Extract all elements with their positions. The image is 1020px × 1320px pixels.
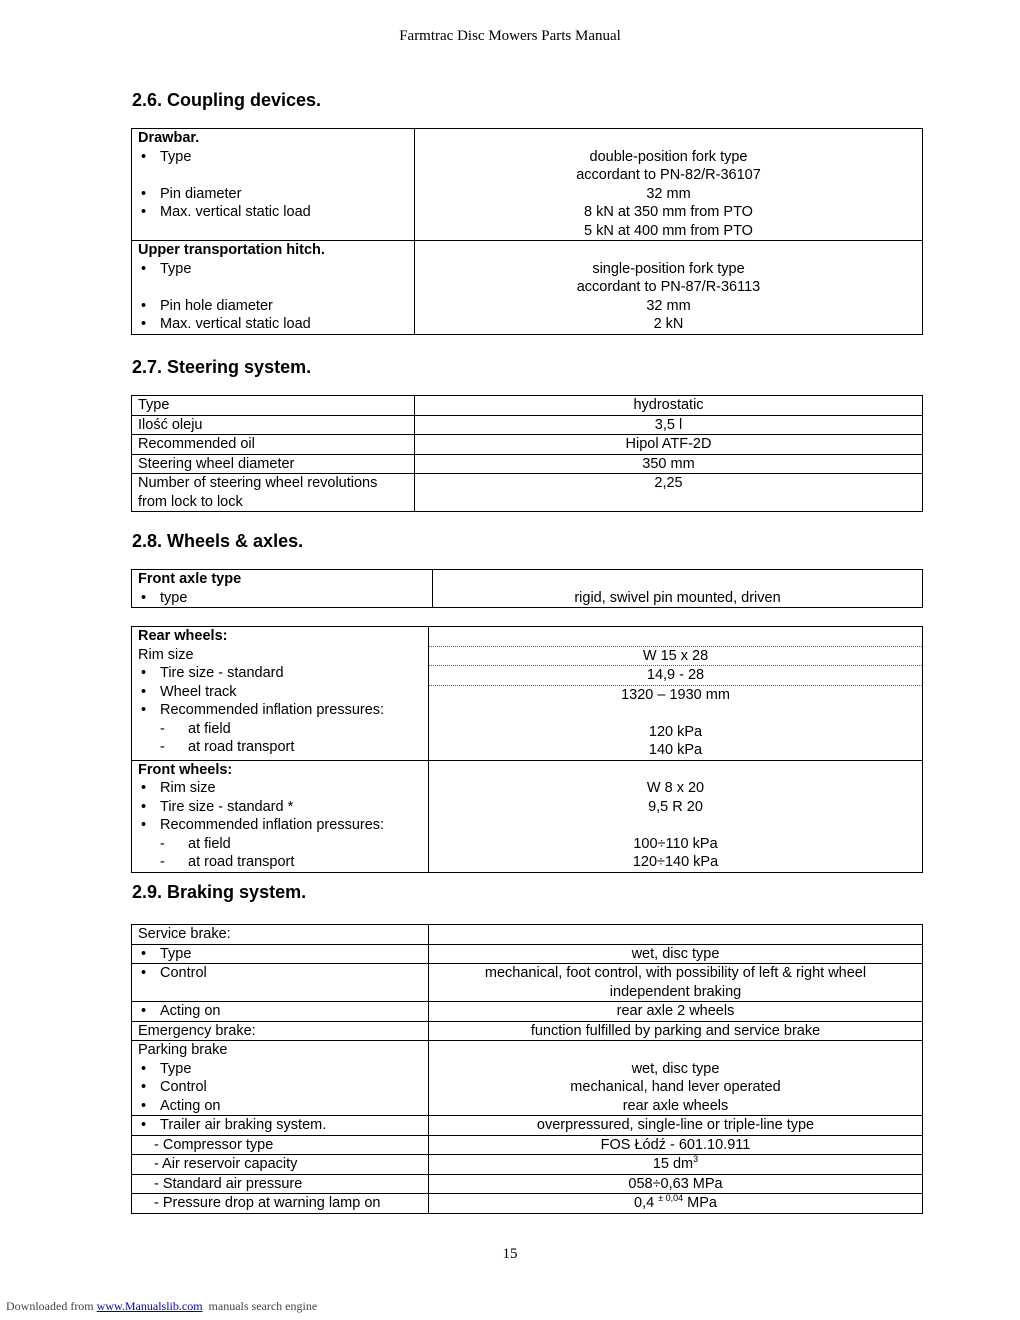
drawbar-load-label: • Max. vertical static load: [138, 203, 408, 222]
braking-table: [131, 924, 923, 1214]
drawbar-type-value: double-position fork type: [589, 148, 748, 165]
footer: [6, 1299, 317, 1314]
service-type-label: • Type: [138, 945, 422, 964]
service-type-value: wet, disc type: [429, 944, 923, 964]
front-field-label: - at field: [138, 835, 422, 854]
drawbar-load-value-2: 5 kN at 400 mm from PTO: [584, 222, 753, 239]
steering-label: Steering wheel diameter: [132, 454, 415, 474]
rear-track-value: 1320 – 1930 mm: [621, 686, 730, 703]
rear-pressure-label: • Recommended inflation pressures:: [138, 701, 422, 720]
front-wheels-row: [132, 760, 923, 872]
parking-type-value: wet, disc type: [631, 1060, 720, 1077]
front-rim-label: • Rim size: [138, 779, 422, 798]
reservoir-unit-exponent: 3: [693, 1154, 699, 1164]
rear-wheels-heading: Rear wheels:: [138, 628, 228, 644]
parking-brake-label: Parking brake: [138, 1042, 228, 1058]
drawbar-type-label: • Type: [138, 148, 408, 167]
brake-row: [132, 1021, 923, 1041]
front-road-value: 120÷140 kPa: [632, 854, 719, 870]
service-control-value-2: independent braking: [609, 983, 742, 1000]
wheels-table: [131, 626, 923, 873]
hitch-load-value: 2 kN: [653, 316, 684, 332]
hitch-heading: Upper transportation hitch.: [138, 242, 325, 258]
steering-value: Hipol ATF-2D: [415, 435, 923, 455]
front-tire-label: • Tire size - standard *: [138, 798, 422, 817]
steering-label: Type: [132, 396, 415, 416]
emergency-brake-value: function fulfilled by parking and service brake: [429, 1021, 923, 1041]
steering-value: 3,5 l: [415, 415, 923, 435]
section-title-2-8: 2.8. Wheels & axles.: [132, 531, 304, 551]
brake-row: [132, 964, 923, 1002]
drawbar-pin-value: 32 mm: [646, 185, 691, 202]
steering-value: hydrostatic: [415, 396, 923, 416]
drawbar-row: [132, 129, 923, 241]
parking-type-label: • Type: [138, 1060, 422, 1079]
brake-row: [132, 944, 923, 964]
rear-rim-label: Rim size: [138, 646, 194, 663]
service-control-label: • Control: [138, 964, 422, 983]
reservoir-label: - Air reservoir capacity: [154, 1156, 298, 1172]
steering-row: [132, 435, 923, 455]
rear-field-label: - at field: [138, 720, 422, 739]
standard-pressure-value: 058÷0,63 MPa: [429, 1174, 923, 1194]
parking-control-label: • Control: [138, 1078, 422, 1097]
hitch-row: [132, 241, 923, 335]
hitch-type-label: • Type: [138, 260, 408, 279]
rear-track-label: • Wheel track: [138, 683, 422, 702]
page-number: 15: [502, 1246, 518, 1262]
compressor-label: - Compressor type: [154, 1136, 274, 1153]
front-axle-table: [131, 569, 923, 608]
emergency-brake-label: Emergency brake:: [132, 1021, 429, 1041]
drawbar-load-value-1: 8 kN at 350 mm from PTO: [584, 204, 753, 220]
parking-control-value: mechanical, hand lever operated: [570, 1079, 781, 1095]
service-acting-value: rear axle 2 wheels: [429, 1002, 923, 1022]
service-acting-label: • Acting on: [138, 1002, 422, 1021]
rear-tire-value: 14,9 - 28: [646, 667, 705, 683]
hitch-pin-label: • Pin hole diameter: [138, 297, 408, 316]
footer-prefix: Downloaded from: [6, 1299, 97, 1313]
hitch-standard-value: accordant to PN-87/R-36113: [576, 279, 761, 295]
parking-acting-label: • Acting on: [138, 1097, 422, 1116]
brake-row: [132, 1041, 923, 1116]
standard-pressure-label: - Standard air pressure: [154, 1175, 303, 1192]
brake-row: [132, 1002, 923, 1022]
hitch-pin-value: 32 mm: [646, 297, 691, 314]
section-title-2-7: 2.7. Steering system.: [132, 357, 312, 377]
page-header: Farmtrac Disc Mowers Parts Manual: [399, 28, 621, 44]
section-title-2-6: 2.6. Coupling devices.: [132, 90, 322, 110]
front-wheels-heading: Front wheels:: [138, 761, 233, 778]
service-control-value-1: mechanical, foot control, with possibility of left & right wheel: [484, 965, 867, 981]
steering-label: Ilość oleju: [132, 415, 415, 435]
front-axle-row: [132, 570, 923, 608]
coupling-table: [131, 128, 923, 335]
brake-row: [132, 925, 923, 945]
pressure-drop-value: 0,4: [634, 1195, 659, 1211]
pressure-drop-unit: MPa: [683, 1195, 717, 1211]
manualslib-link[interactable]: www.Manualslib.com: [96, 1299, 203, 1313]
rear-tire-label: • Tire size - standard: [138, 664, 422, 683]
front-tire-value: 9,5 R 20: [648, 798, 703, 815]
reservoir-value: 15 dm: [652, 1156, 694, 1172]
steering-row: [132, 454, 923, 474]
brake-row: [132, 1155, 923, 1175]
hitch-load-label: • Max. vertical static load: [138, 315, 408, 334]
footer-suffix: manuals search engine: [202, 1299, 318, 1313]
parking-acting-value: rear axle wheels: [622, 1097, 729, 1114]
rear-field-value: 120 kPa: [648, 723, 703, 740]
steering-value: 2,25: [415, 474, 923, 512]
compressor-value: FOS Łódź - 601.10.911: [429, 1135, 923, 1155]
brake-row: [132, 1135, 923, 1155]
front-axle-type-label: • type: [138, 589, 426, 608]
front-road-label: - at road transport: [138, 853, 422, 872]
rear-wheels-row: [132, 627, 923, 761]
rear-road-label: - at road transport: [138, 738, 422, 757]
drawbar-heading: Drawbar.: [138, 130, 200, 146]
steering-row: [132, 396, 923, 416]
front-field-value: 100÷110 kPa: [633, 835, 718, 852]
drawbar-pin-label: • Pin diameter: [138, 185, 408, 204]
trailer-brake-value: overpressured, single-line or triple-line type: [429, 1116, 923, 1136]
steering-value: 350 mm: [415, 454, 923, 474]
pressure-drop-tolerance: ± 0,04: [658, 1193, 684, 1203]
pressure-drop-label: - Pressure drop at warning lamp on: [154, 1195, 381, 1211]
hitch-type-value: single-position fork type: [592, 260, 745, 277]
steering-label-cont: from lock to lock: [138, 493, 243, 510]
rear-road-value: 140 kPa: [648, 742, 703, 758]
steering-table: [131, 395, 923, 512]
front-pressure-label: • Recommended inflation pressures:: [138, 816, 422, 835]
brake-row: [132, 1194, 923, 1214]
rear-rim-value: W 15 x 28: [642, 647, 709, 664]
service-brake-label: Service brake:: [132, 925, 429, 945]
drawbar-standard-value: accordant to PN-82/R-36107: [576, 167, 761, 183]
steering-row: [132, 474, 923, 512]
steering-row: [132, 415, 923, 435]
front-rim-value: W 8 x 20: [646, 780, 705, 796]
trailer-brake-label: • Trailer air braking system.: [138, 1116, 422, 1135]
front-axle-type-value: rigid, swivel pin mounted, driven: [574, 589, 781, 606]
front-axle-heading: Front axle type: [138, 571, 242, 587]
brake-row: [132, 1116, 923, 1136]
steering-label: Recommended oil: [132, 435, 415, 455]
brake-row: [132, 1174, 923, 1194]
steering-label: Number of steering wheel revolutions: [138, 475, 378, 491]
section-title-2-9: 2.9. Braking system.: [132, 882, 307, 902]
